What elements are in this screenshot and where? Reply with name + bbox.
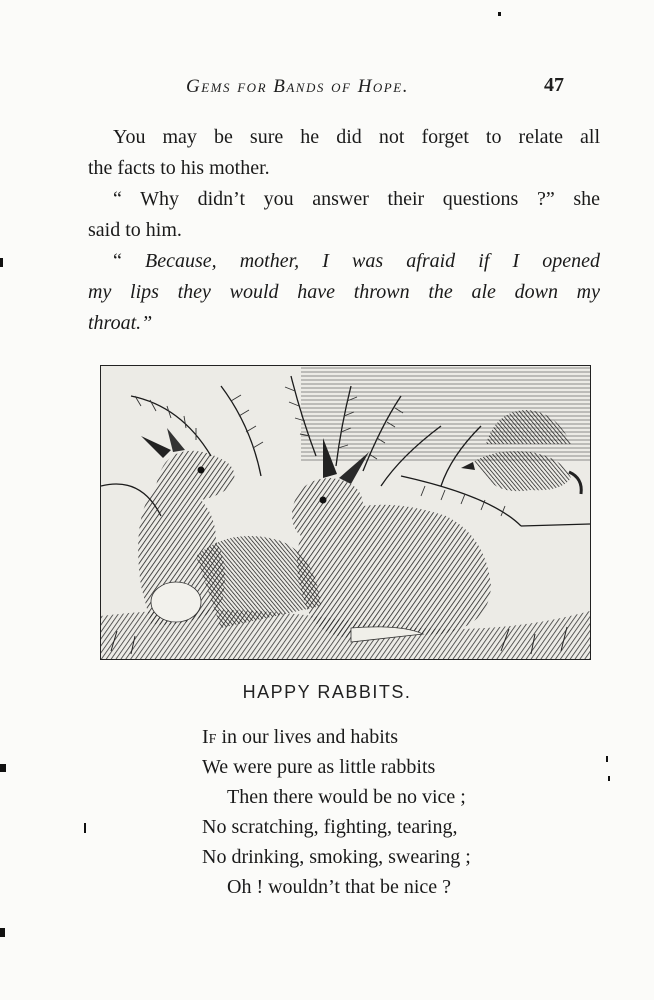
scan-mark [0, 764, 6, 772]
scan-mark [84, 823, 86, 833]
poem-line: Then there would be no vice ; [227, 786, 466, 808]
scan-mark [0, 928, 5, 937]
rabbits-engraving [100, 365, 591, 660]
poem-initial-word: If [202, 726, 217, 748]
text-line: “ Why didn’t you answer their questions ?” she [113, 188, 600, 210]
scan-mark [606, 756, 608, 762]
poem-line-text: in our lives and habits [216, 726, 399, 748]
italic-quote-text: throat. [88, 312, 142, 334]
poem-line: No scratching, fighting, tearing, [202, 816, 458, 838]
text-line: the facts to his mother. [88, 157, 270, 179]
scan-mark [608, 776, 610, 781]
scan-mark [0, 258, 3, 267]
poem-line: Oh ! wouldn’t that be nice ? [227, 876, 452, 898]
poem-title: HAPPY RABBITS. [242, 682, 412, 702]
open-quote: “ [113, 250, 122, 272]
text-line [88, 308, 600, 339]
text-line [88, 246, 600, 277]
italic-quote-text: Because, mother, I was afraid if I opened [145, 250, 601, 272]
poem-line: No drinking, smoking, swearing ; [202, 846, 471, 868]
page-number: 47 [544, 74, 564, 96]
close-quote: ” [141, 312, 153, 334]
text-line: You may be sure he did not forget to relate all [113, 126, 600, 148]
poem-line [202, 722, 471, 752]
text-line: said to him. [88, 219, 182, 241]
scan-mark [498, 12, 501, 16]
body-text [88, 122, 600, 339]
text-line: my lips they would have thrown the ale down my [88, 281, 600, 303]
running-head: Gems for Bands of Hope. [186, 76, 409, 97]
poem [202, 722, 471, 902]
poem-line: We were pure as little rabbits [202, 756, 436, 778]
